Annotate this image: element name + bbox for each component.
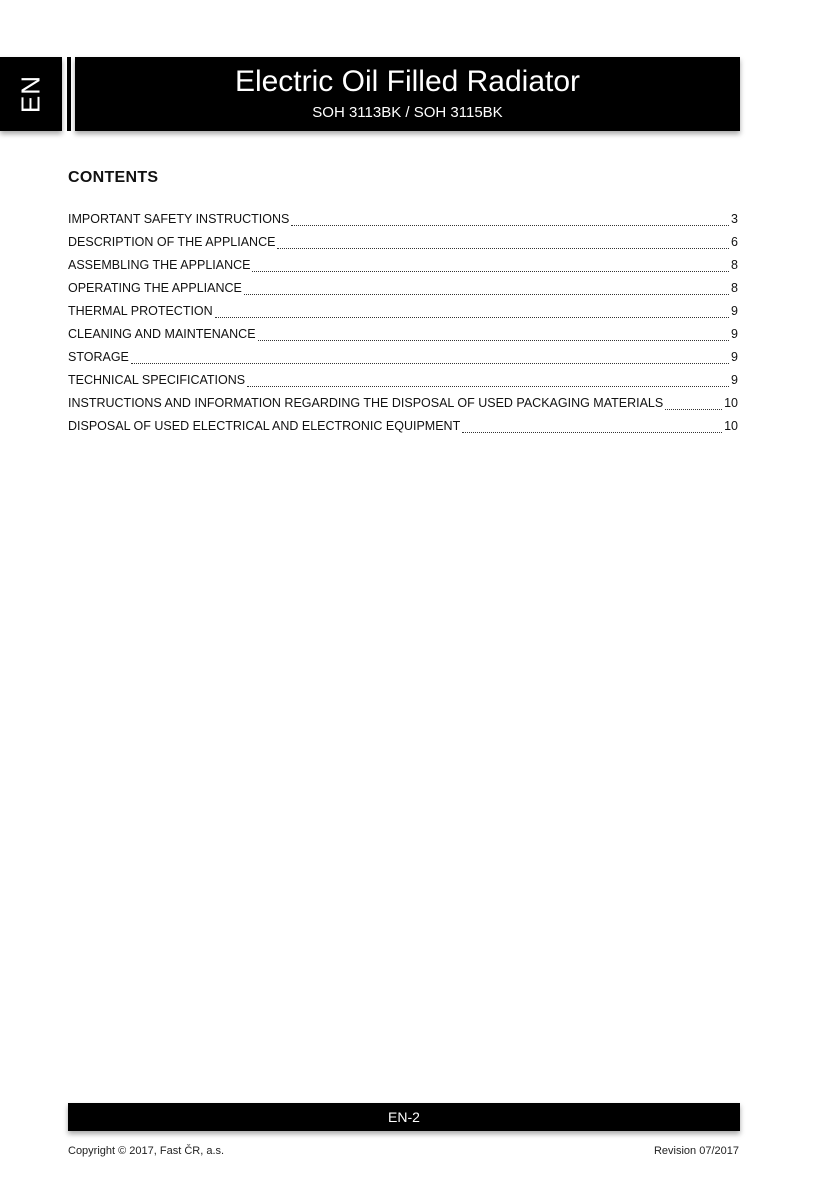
toc-leader <box>244 293 729 295</box>
toc-entry[interactable] <box>68 278 738 301</box>
toc-entry[interactable] <box>68 301 738 324</box>
toc-entry-title: OPERATING THE APPLIANCE <box>68 281 242 295</box>
toc-leader <box>277 247 729 249</box>
toc-leader <box>291 224 729 226</box>
toc-entry-page: 8 <box>731 281 738 295</box>
model-numbers: SOH 3113BK / SOH 3115BK <box>312 104 503 121</box>
toc-entry-title: THERMAL PROTECTION <box>68 304 213 318</box>
language-tab <box>0 57 62 131</box>
toc-entry[interactable] <box>68 393 738 416</box>
toc-entry-title: CLEANING AND MAINTENANCE <box>68 327 256 341</box>
toc-leader <box>665 408 722 410</box>
toc-entry-title: TECHNICAL SPECIFICATIONS <box>68 373 246 387</box>
toc-entry-page: 3 <box>731 212 738 226</box>
toc-entry-title: DESCRIPTION OF THE APPLIANCE <box>68 235 276 249</box>
toc-leader <box>252 270 729 272</box>
copyright-notice: Copyright © 2017, Fast ČR, a.s. <box>68 1145 225 1157</box>
toc-leader <box>258 339 730 341</box>
header-divider <box>67 57 71 131</box>
language-tab-label: EN <box>15 74 46 114</box>
toc-entry-page: 10 <box>724 419 738 433</box>
toc-leader <box>131 362 729 364</box>
table-of-contents <box>68 209 738 439</box>
toc-entry[interactable] <box>68 416 738 439</box>
contents-heading: CONTENTS <box>68 169 159 186</box>
title-bar <box>75 57 740 131</box>
page-number: EN-2 <box>388 1109 420 1125</box>
toc-entry-page: 8 <box>731 258 738 272</box>
toc-entry-page: 9 <box>731 304 738 318</box>
toc-entry-page: 9 <box>731 373 738 387</box>
toc-entry[interactable] <box>68 232 738 255</box>
document-title: Electric Oil Filled Radiator <box>234 65 581 98</box>
page-number-bar <box>68 1103 740 1131</box>
toc-entry-title: INSTRUCTIONS AND INFORMATION REGARDING THE DISPOSAL OF USED PACKAGING MATERIALS <box>68 396 664 410</box>
toc-entry[interactable] <box>68 255 738 278</box>
toc-entry-page: 9 <box>731 327 738 341</box>
revision-label: Revision 07/2017 <box>653 1145 739 1157</box>
toc-entry-title: STORAGE <box>68 350 129 364</box>
toc-entry-page: 6 <box>731 235 738 249</box>
toc-entry-title: ASSEMBLING THE APPLIANCE <box>68 258 251 272</box>
toc-leader <box>462 431 722 433</box>
toc-entry[interactable] <box>68 209 738 232</box>
toc-entry-page: 9 <box>731 350 738 364</box>
toc-entry[interactable] <box>68 324 738 347</box>
toc-entry[interactable] <box>68 347 738 370</box>
toc-entry-title: DISPOSAL OF USED ELECTRICAL AND ELECTRONIC EQUIPMENT <box>68 419 461 433</box>
toc-leader <box>247 385 729 387</box>
toc-entry-title: IMPORTANT SAFETY INSTRUCTIONS <box>68 212 290 226</box>
toc-leader <box>215 316 729 318</box>
toc-entry-page: 10 <box>724 396 738 410</box>
toc-entry[interactable] <box>68 370 738 393</box>
